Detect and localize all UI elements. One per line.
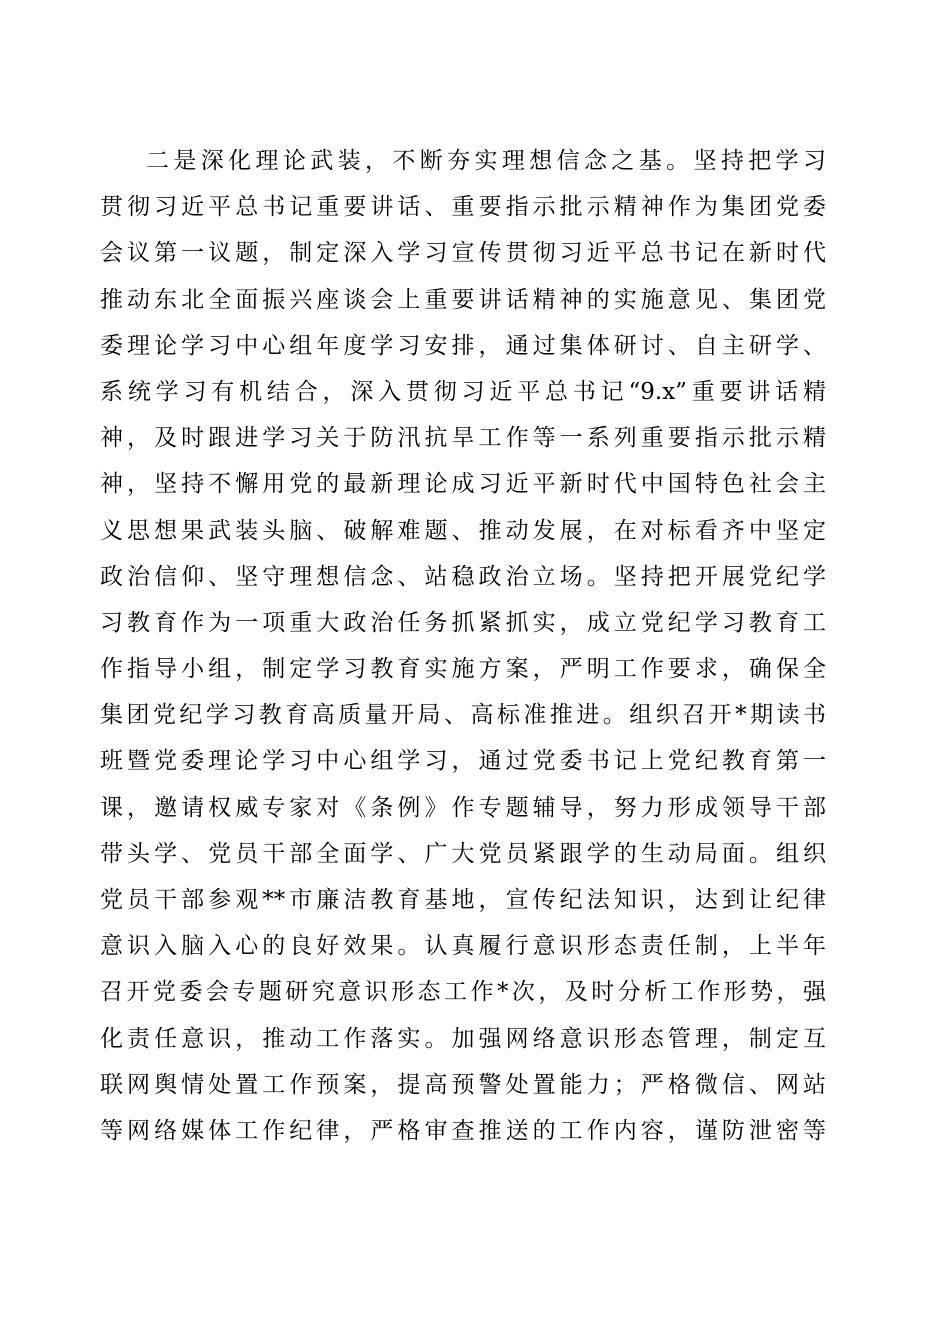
paragraph-line: 贯彻习近平总书记重要讲话、重要指示批示精神作为集团党委 — [100, 194, 826, 221]
paragraph-line: 带头学、党员干部全面学、广大党员紧跟学的生动局面。组织 — [100, 840, 826, 867]
paragraph-line: 会议第一议题，制定深入学习宣传贯彻习近平总书记在新时代 — [100, 240, 826, 267]
paragraph-line: 神，及时跟进学习关于防汛抗旱工作等一系列重要指示批示精 — [100, 425, 826, 452]
paragraph-line: 作指导小组，制定学习教育实施方案，严明工作要求，确保全 — [100, 656, 826, 683]
paragraph-line: 政治信仰、坚守理想信念、站稳政治立场。坚持把开展党纪学 — [100, 563, 826, 590]
paragraph-line: 推动东北全面振兴座谈会上重要讲话精神的实施意见、集团党 — [100, 286, 826, 313]
paragraph-line: 召开党委会专题研究意识形态工作*次，及时分析工作形势，强 — [100, 979, 826, 1006]
paragraph-line: 课，邀请权威专家对《条例》作专题辅导，努力形成领导干部 — [100, 794, 826, 821]
paragraph-line: 党员干部参观**市廉洁教育基地，宣传纪法知识，达到让纪律 — [100, 887, 826, 913]
paragraph-line: 委理论学习中心组年度学习安排，通过集体研讨、自主研学、 — [100, 332, 826, 359]
paragraph-line: 联网舆情处置工作预案，提高预警处置能力；严格微信、网站 — [100, 1071, 826, 1098]
paragraph-line: 义思想果武装头脑、破解难题、推动发展，在对标看齐中坚定 — [100, 517, 826, 544]
paragraph-line: 化责任意识，推动工作落实。加强网络意识形态管理，制定互 — [100, 1025, 826, 1052]
paragraph-line: 班暨党委理论学习中心组学习，通过党委书记上党纪教育第一 — [100, 748, 826, 775]
paragraph-line: 集团党纪学习教育高质量开局、高标准推进。组织召开*期读书 — [100, 702, 826, 729]
paragraph-line: 等网络媒体工作纪律，严格审查推送的工作内容，谨防泄密等 — [100, 1117, 826, 1144]
paragraph-line: 意识入脑入心的良好效果。认真履行意识形态责任制，上半年 — [100, 933, 826, 960]
paragraph-line: 系统学习有机结合，深入贯彻习近平总书记“9.x”重要讲话精 — [100, 378, 826, 405]
paragraph-line: 神，坚持不懈用党的最新理论成习近平新时代中国特色社会主 — [100, 471, 826, 498]
body-paragraph — [100, 138, 826, 1154]
paragraph-line: 习教育作为一项重大政治任务抓紧抓实，成立党纪学习教育工 — [100, 609, 826, 636]
paragraph-line: 二是深化理论武装，不断夯实理想信念之基。坚持把学习 — [146, 148, 826, 174]
